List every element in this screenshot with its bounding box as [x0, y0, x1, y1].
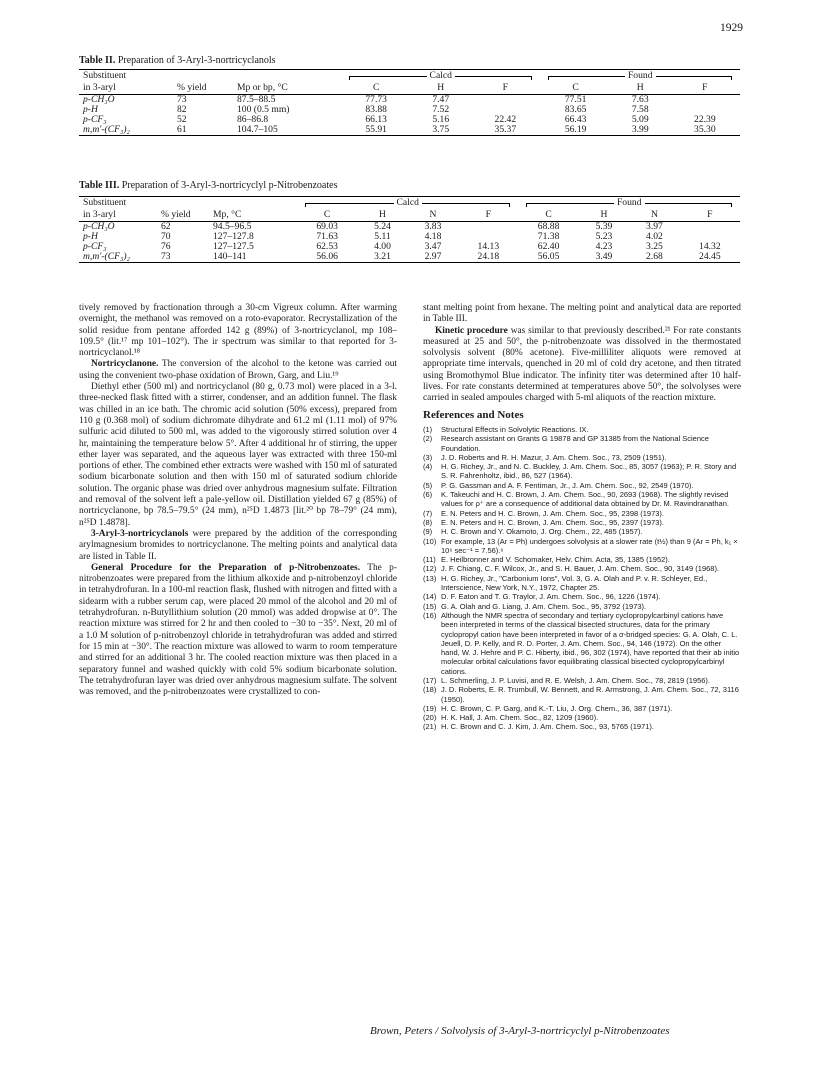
table-cell: 66.43	[564, 114, 587, 126]
table-cell: 3.75	[411, 125, 470, 136]
reference-text: For example, 13 (Ar = Ph) undergoes solvolysis at a slower rate (t½) than 9 (Ar = Ph, k₁ × 10⁶ sec⁻¹ = 7.56).⁶	[441, 536, 738, 555]
left-paragraph-3: Diethyl ether (500 ml) and nortricyclanol (80 g, 0.73 mol) were placed in a 3-l. three-necked flask fitted with a stirrer, condenser, and an addition funnel. The flask was chilled in an ice bath. The chromic acid solution (50% excess), prepared from 110 g (0.368 mol) of sodium dichromate dihydrate and 61.2 ml (1.11 mol) of 97% sulfuric acid diluted to 500 ml, was added to the vigorously stirred solution over 4 hr, maintaining the temperature below 5°. After 4 additional hr of stirring, the upper ether layer was separated, and the aqueous layer was extracted with three 150-ml portions of ether. The combined ether extracts were washed with 150 ml of saturated sodium bicarbonate solution and then with 150 ml of saturated sodium chloride solution. The organic phase was dried over anhydrous magnesium sulfate. Filtration and removal of the solvent left a pale-yellow oil. Distillation yielded 67 g (85%) of nortricyclanone, bp 78.5–79.5° (24 mm), n²⁵D 1.4873 [lit.²⁰ bp 78–79° (24 mm), n²⁵D 1.4878].	[79, 382, 397, 528]
t3-head-f-found: F	[680, 209, 740, 222]
t3-head-substituent2: in 3-aryl	[79, 209, 157, 222]
table-cell: 62	[161, 221, 171, 233]
reference-number: (19)	[423, 703, 437, 713]
table-cell: 94.5–96.5	[213, 221, 252, 233]
substituent-cell: p-CH₃O	[83, 94, 115, 106]
table-cell: 52	[177, 114, 187, 126]
table-cell: 3.47	[424, 241, 442, 253]
table3-caption	[79, 180, 337, 191]
table2	[79, 69, 740, 136]
t3-head-f: F	[458, 209, 518, 222]
table-cell: 5.16	[432, 114, 450, 126]
table-cell: 7.47	[432, 94, 450, 106]
general-procedure-heading: General Procedure for the Preparation of p-Nitrobenzoates.	[91, 562, 361, 573]
reference-item	[423, 555, 741, 564]
table-cell: 100 (0.5 mm)	[237, 104, 290, 116]
t2-head-c: C	[341, 82, 411, 95]
left-paragraph-2: Nortricyclanone. The conversion of the alcohol to the ketone was carried out using the convenient two-phase oxidation of Brown, Garg, and Liu.¹⁹	[79, 359, 397, 381]
table-cell: 77.51	[564, 94, 587, 106]
table-cell: 24.45	[680, 252, 740, 263]
t2-head-yield: % yield	[173, 82, 233, 95]
reference-item	[423, 490, 741, 509]
table3-body	[79, 222, 740, 263]
table-cell: 87.5–88.5	[237, 94, 276, 106]
references-heading: References and Notes	[423, 408, 524, 421]
table-cell: 70	[161, 231, 171, 243]
t2-head-found: Found	[540, 70, 740, 83]
reference-number: (3)	[423, 452, 433, 462]
reference-text: H. C. Brown and C. J. Kim, J. Am. Chem. Soc., 93, 5765 (1971).	[441, 722, 655, 732]
table-cell: 66.13	[365, 114, 387, 126]
reference-text: Structural Effects in Solvolytic Reactions. IX.	[441, 424, 589, 434]
table-cell: 5.09	[631, 114, 649, 126]
t2-head-substituent2: in 3-aryl	[79, 82, 173, 95]
reference-number: (2)	[423, 434, 433, 444]
reference-number: (6)	[423, 490, 433, 500]
reference-text: J. D. Roberts, E. R. Trumbull, W. Bennett, and R. Armstrong, J. Am. Chem. Soc., 72, 3116 (1950).	[441, 685, 739, 704]
table3-row	[79, 222, 740, 233]
table-cell: 61	[173, 125, 233, 136]
table-cell: 3.21	[357, 252, 407, 263]
left-paragraph-4: 3-Aryl-3-nortricyclanols were prepared by the addition of the corresponding arylmagnesium bromides to nortricyclanone. The melting points and analytical data are listed in Table II.	[79, 528, 397, 562]
table-cell: 5.39	[595, 221, 613, 233]
reference-text: H. C. Brown, C. P. Garg, and K.-T. Liu, J. Org. Chem., 36, 387 (1971).	[441, 703, 673, 713]
aryl-nortricyclanols-heading: 3-Aryl-3-nortricyclanols	[91, 528, 189, 539]
table-cell: 83.88	[365, 104, 387, 116]
reference-item	[423, 537, 741, 556]
table-cell: 73	[157, 252, 209, 263]
table3-row	[79, 242, 740, 252]
table-cell: 3.99	[611, 125, 670, 136]
t3-head-mp: Mp, °C	[209, 209, 297, 222]
table-cell: 55.91	[341, 125, 411, 136]
table2-row	[79, 125, 740, 136]
t2-head-h-found: H	[611, 82, 670, 95]
reference-number: (18)	[423, 685, 437, 695]
reference-text: E. N. Peters and H. C. Brown, J. Am. Chem. Soc., 95, 2397 (1973).	[441, 517, 665, 527]
table-cell	[670, 95, 740, 106]
table-cell: 5.24	[374, 221, 391, 233]
table-cell: 68.88	[537, 221, 560, 233]
reference-text: Research assistant on Grants G 19878 and GP 31385 from the National Science Foundation.	[441, 434, 709, 453]
table3-caption-label: Table III.	[79, 180, 120, 191]
table2-caption-text: Preparation of 3-Aryl-3-nortricyclanols	[117, 55, 276, 66]
t3-head-n-found: N	[629, 209, 679, 222]
reference-text: D. F. Eaton and T. G. Traylor, J. Am. Chem. Soc., 96, 1226 (1974).	[441, 592, 661, 602]
table2-caption-label: Table II.	[79, 55, 116, 66]
table-cell: 2.97	[408, 252, 458, 263]
table-cell: 56.19	[540, 125, 610, 136]
right-paragraph-2: Kinetic procedure was similar to that previously described.²¹ For rate constants measured at 25 and 50°, the p-nitrobenzoate was dissolved in the thermostated solvolysis solvent (80% acetone). Five-milliliter aliquots were removed at appropriate time intervals, quenched in 20 ml of cold dry acetone, and then titrated using Bromothymol Blue indicator. The infinity titer was determined after 10 half-lives. For rate constants determined at temperatures above 50°, the solvolyses were carried in sealed ampoules charged with 5-ml aliquots of the reaction mixture.	[423, 325, 741, 404]
substituent-cell: m,m′-(CF₃)₂	[79, 252, 157, 263]
table3-row	[79, 252, 740, 263]
reference-item	[423, 425, 741, 434]
reference-number: (8)	[423, 517, 433, 527]
table-cell: 3.97	[646, 221, 663, 233]
table-cell: 69.03	[316, 221, 338, 233]
substituent-cell: p-CH₃O	[83, 221, 115, 233]
table-cell: 56.06	[297, 252, 357, 263]
table-cell: 5.11	[374, 231, 391, 243]
table-cell: 62.53	[316, 241, 338, 253]
reference-item	[423, 602, 741, 611]
t2-head-f: F	[470, 82, 540, 95]
reference-item	[423, 611, 741, 676]
reference-number: (13)	[423, 573, 437, 583]
references-list	[423, 425, 741, 732]
reference-text: E. N. Peters and H. C. Brown, J. Am. Chem. Soc., 95, 2398 (1973).	[441, 508, 665, 518]
table-cell: 127–127.5	[213, 241, 254, 253]
table-cell: 2.68	[629, 252, 679, 263]
reference-item	[423, 592, 741, 601]
table-cell: 86–86.8	[237, 114, 269, 126]
reference-text: J. D. Roberts and R. H. Mazur, J. Am. Chem. Soc., 73, 2509 (1951).	[441, 452, 667, 462]
table-cell: 5.23	[595, 231, 613, 243]
reference-item	[423, 453, 741, 462]
table-cell: 62.40	[537, 241, 560, 253]
reference-number: (15)	[423, 601, 437, 611]
reference-text: H. K. Hall, J. Am. Chem. Soc., 82, 1209 (1960).	[441, 713, 599, 723]
reference-item	[423, 564, 741, 573]
table-cell: 7.63	[631, 94, 649, 106]
table-cell: 3.49	[579, 252, 629, 263]
reference-number: (10)	[423, 536, 437, 546]
reference-text: L. Schmerling, J. P. Luvisi, and R. E. Welsh, J. Am. Chem. Soc., 78, 2819 (1956).	[441, 675, 711, 685]
table-cell: 104.7–105	[233, 125, 341, 136]
reference-item	[423, 713, 741, 722]
table-cell: 14.13	[477, 241, 500, 253]
reference-item	[423, 676, 741, 685]
reference-item	[423, 574, 741, 593]
table-cell: 22.42	[494, 114, 517, 126]
table-cell: 83.65	[564, 104, 587, 116]
substituent-cell: p-H	[83, 104, 98, 116]
t3-head-c: C	[297, 209, 357, 222]
nortricyclanone-heading: Nortricyclanone.	[91, 359, 159, 370]
t2-head-h: H	[411, 82, 470, 95]
reference-item	[423, 704, 741, 713]
reference-item	[423, 722, 741, 731]
table3-row	[79, 232, 740, 242]
t2-head-mp: Mp or bp, °C	[233, 82, 341, 95]
substituent-cell: p-H	[83, 231, 98, 243]
table-cell: 82	[177, 104, 187, 116]
reference-text: Although the NMR spectra of secondary and tertiary cyclopropylcarbinyl cations have been interpreted in terms of the classical bisected structures, data for the primary cyclopropyl cation have been interpreted in favor of a σ-bridged species: G. A. Olah, C. L. Jeuell, D. P. Kelly, and R. D. Porter, J. Am. Chem. Soc., 94, 146 (1972). On the other hand, W. J. Hehre and P. C. Hiberty, ibid., 96, 302 (1974), have reported that their ab initio molecular orbital calculations favor equilibrating classical bisected cyclopropylcarbinyl cations.	[441, 610, 740, 676]
reference-number: (17)	[423, 675, 437, 685]
kinetic-procedure-heading: Kinetic procedure	[435, 325, 508, 336]
table-cell	[458, 222, 518, 233]
reference-number: (21)	[423, 722, 437, 732]
reference-number: (7)	[423, 508, 433, 518]
t2-head-substituent: Substituent	[79, 70, 173, 83]
table-cell: 71.38	[537, 231, 560, 243]
table-cell: 76	[161, 241, 171, 253]
table-cell: 127–127.8	[213, 231, 254, 243]
table-cell: 4.00	[374, 241, 391, 253]
table-cell: 4.23	[595, 241, 613, 253]
reference-number: (4)	[423, 462, 433, 472]
left-column	[79, 303, 397, 698]
t2-head-calcd: Calcd	[341, 70, 540, 83]
table-cell: 14.32	[699, 241, 721, 253]
substituent-cell: p-CF₃	[83, 114, 107, 126]
table2-body	[79, 95, 740, 136]
t3-head-found: Found	[518, 197, 740, 210]
reference-item	[423, 685, 741, 704]
reference-item	[423, 462, 741, 481]
page-number: 1929	[720, 22, 743, 34]
table-cell	[470, 95, 540, 106]
table-cell: 140–141	[209, 252, 297, 263]
reference-text: H. G. Richey, Jr., "Carbonium Ions", Vol. 3, G. A. Olah and P. v. R. Schleyer, Ed., Interscience, New York, N.Y., 1972, Chapter 25.	[441, 573, 708, 593]
t2-head-f-found: F	[670, 82, 740, 95]
left-paragraph-5: General Procedure for the Preparation of p-Nitrobenzoates. The p-nitrobenzoates were prepared from the lithium alkoxide and p-nitrobenzoyl chloride in tetrahydrofuran. In a 100-ml reaction flask, flushed with nitrogen and fitted with a sidearm with a rubber serum cap, were placed 20 mmol of the alcohol and 20 ml of tetrahydrofuran. n-Butyllithium solution (20 mmol) was added dropwise at 0°. The reaction mixture was stirred for 2 hr and then cooled to −30 to −35°. Next, 20 ml of a 1.0 M solution of p-nitrobenzoyl chloride in tetrahydrofuran was added and stirred for 15 min at −30°. The reaction mixture was allowed to warm to room temperature and stirred for an additional 3 hr. The cooled reaction mixture was then placed in a separatory funnel and washed quickly with cold 5% sodium bicarbonate solution. The tetrahydrofuran layer was dried over anhydrous magnesium sulfate. The solvent was removed, and the p-nitrobenzoates were crystallized to con-	[79, 562, 397, 698]
table-cell: 7.58	[631, 104, 649, 116]
reference-number: (20)	[423, 713, 437, 723]
substituent-cell: m,m′-(CF₃)₂	[79, 125, 173, 136]
table-cell: 7.52	[432, 104, 450, 116]
table-cell: 35.30	[670, 125, 740, 136]
left-paragraph-1: tively removed by fractionation through a 30-cm Vigreux column. After warming overnight, the methanol was removed on a roto-evaporator. Recrystallization of the solid residue from pentane afforded 142 g (89%) of 3-nortricyclanol, mp 108–109.5° (lit.¹⁷ mp 101–102°). The ir spectrum was similar to that reported for 3-nortricyclanol.¹⁸	[79, 303, 397, 359]
t3-head-yield: % yield	[157, 209, 209, 222]
table-cell: 22.39	[694, 114, 716, 126]
substituent-cell: p-CF₃	[83, 241, 107, 253]
reference-text: H. C. Brown and Y. Okamoto, J. Org. Chem., 22, 485 (1957).	[441, 527, 643, 537]
reference-item	[423, 527, 741, 536]
reference-number: (5)	[423, 480, 433, 490]
right-column	[423, 303, 741, 732]
table-cell: 3.25	[646, 241, 663, 253]
table-cell: 4.18	[424, 231, 442, 243]
reference-number: (11)	[423, 555, 436, 565]
reference-text: P. G. Gassman and A. F. Fentiman, Jr., J. Am. Chem. Soc., 92, 2549 (1970).	[441, 480, 694, 490]
t3-head-h: H	[357, 209, 407, 222]
table-cell: 4.02	[646, 231, 663, 243]
table2-caption	[79, 55, 276, 66]
reference-number: (16)	[423, 610, 437, 620]
reference-number: (1)	[423, 424, 433, 434]
reference-number: (12)	[423, 564, 437, 574]
reference-item	[423, 481, 741, 490]
t3-head-calcd: Calcd	[297, 197, 518, 210]
t3-head-n: N	[408, 209, 458, 222]
t2-head-c-found: C	[540, 82, 610, 95]
table-cell: 24.18	[458, 252, 518, 263]
reference-text: E. Heilbronner and V. Schomaker, Helv. Chim. Acta, 35, 1385 (1952).	[441, 555, 670, 565]
table3	[79, 196, 740, 263]
table3-caption-text: Preparation of 3-Aryl-3-nortricyclyl p-Nitrobenzoates	[121, 180, 338, 191]
table-cell: 3.83	[424, 221, 442, 233]
reference-number: (14)	[423, 592, 437, 602]
reference-item	[423, 509, 741, 518]
t3-head-substituent: Substituent	[79, 197, 157, 210]
reference-text: J. F. Chiang, C. F. Wilcox, Jr., and S. H. Bauer, J. Am. Chem. Soc., 90, 3149 (1968).	[441, 564, 720, 574]
t3-head-c-found: C	[518, 209, 578, 222]
reference-text: H. G. Richey, Jr., and N. C. Buckley, J. Am. Chem. Soc., 85, 3057 (1963); P. R. Story and S. R. Fahrenholtz, ibid., 86, 527 (1964).	[441, 462, 737, 481]
running-footer: Brown, Peters / Solvolysis of 3-Aryl-3-nortricyclyl p-Nitrobenzoates	[370, 1025, 670, 1037]
table-cell: 73	[177, 94, 187, 106]
table-cell: 71.63	[316, 231, 338, 243]
table-cell	[680, 222, 740, 233]
reference-item	[423, 434, 741, 453]
t3-head-h-found: H	[579, 209, 629, 222]
table-cell: 56.05	[518, 252, 578, 263]
reference-text: G. A. Olah and G. Liang, J. Am. Chem. Soc., 95, 3792 (1973).	[441, 601, 647, 611]
right-paragraph-1: stant melting point from hexane. The melting point and analytical data are reported in Table III.	[423, 303, 741, 325]
table-cell: 77.73	[365, 94, 387, 106]
reference-text: K. Takeuchi and H. C. Brown, J. Am. Chem. Soc., 90, 2693 (1968). The slightly revised values for ρ⁺ are a consequence of additional data obtained by Dr. M. Ravindranathan.	[441, 490, 729, 509]
table-cell: 35.37	[470, 125, 540, 136]
reference-item	[423, 518, 741, 527]
reference-number: (9)	[423, 527, 433, 537]
